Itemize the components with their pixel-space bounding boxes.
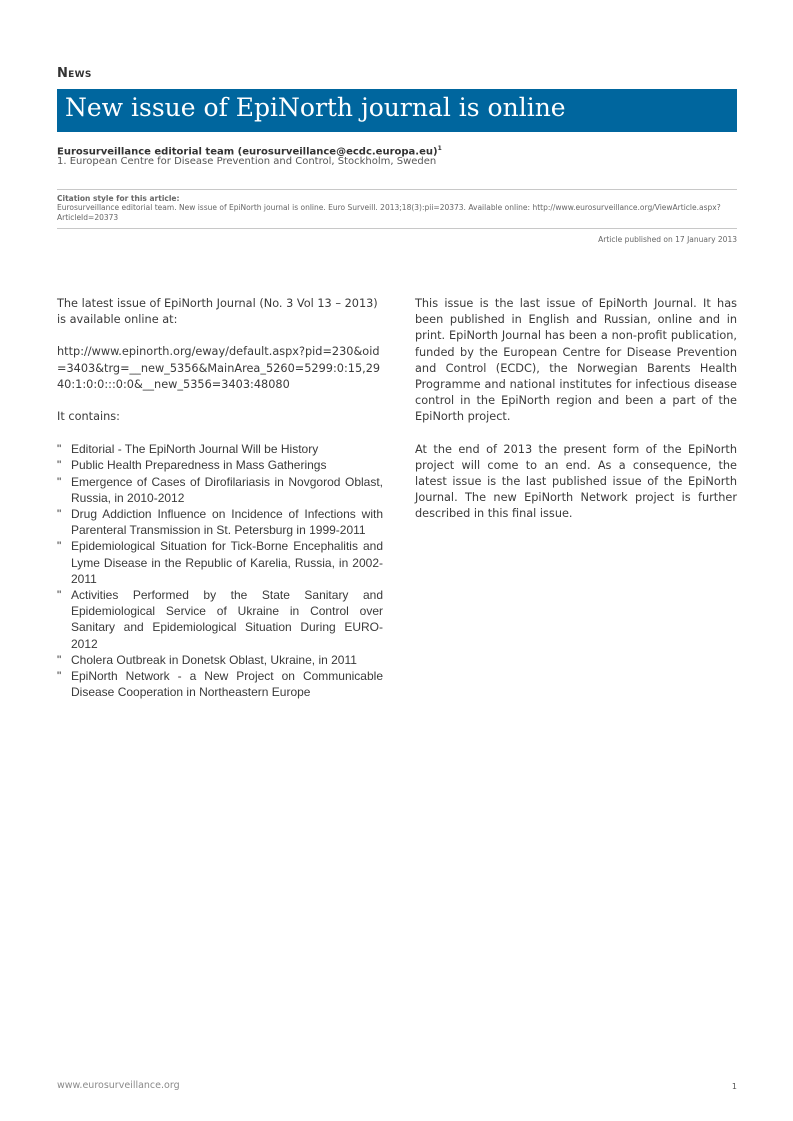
list-item: " Cholera Outbreak in Donetsk Oblast, Ukraine, in 2011 [57, 652, 357, 667]
bullet-mark: " [57, 588, 62, 603]
author-name: Eurosurveillance editorial team (eurosurveillance@ecdc.europa.eu) [57, 146, 438, 158]
list-item: " Editorial - The EpiNorth Journal Will be History [57, 442, 319, 457]
list-item: " Epidemiological Situation for Tick-Borne Encephalitis and Lyme Disease in the Republic of Karelia, Russia, in 2002-2011 [57, 539, 383, 586]
right-paragraph-2: At the end of 2013 the present form of the EpiNorth project will come to an end. As a consequence, the latest issue is the last published issue of the EpiNorth Journal. The new EpiNorth Network project is further described in this final issue. [415, 442, 737, 521]
epinorth-link[interactable]: http://www.epinorth.org/eway/default.aspx?pid=230&oid=3403&trg=__new_5356&MainArea_5260=5299:0:15,2940:1:0:0:::0:0&__new_5356=3403:48080 [57, 345, 381, 391]
bullet-mark: " [57, 474, 62, 489]
bullet-mark: " [57, 442, 62, 457]
intro-paragraph: The latest issue of EpiNorth Journal (No. 3 Vol 13 – 2013) is available online at: [57, 297, 378, 327]
footer-url[interactable]: www.eurosurveillance.org [57, 1080, 180, 1091]
bullet-mark: " [57, 669, 62, 684]
list-item: " Drug Addiction Influence on Incidence of Infections with Parenteral Transmission in St. Petersburg in 1999-2011 [57, 507, 383, 538]
divider-top [57, 189, 737, 190]
citation-text: Eurosurveillance editorial team. New issue of EpiNorth journal is online. Euro Surveill. 2013;18(3):pii=20373. Available online: http://www.eurosurveillance.org/ViewArticle.aspx?ArticleId=20373 [57, 203, 721, 222]
bullet-mark: " [57, 507, 62, 522]
bullet-mark: " [57, 539, 62, 554]
list-item: " EpiNorth Network - a New Project on Communicable Disease Cooperation in Northeastern Europe [57, 669, 383, 700]
published-date: Article published on 17 January 2013 [598, 235, 737, 244]
section-label: News [57, 66, 92, 81]
author-affiliation-marker: 1 [437, 145, 442, 152]
bullet-mark: " [57, 458, 62, 473]
contains-label: It contains: [57, 410, 120, 424]
bullet-mark: " [57, 652, 62, 667]
list-item: " Activities Performed by the State Sanitary and Epidemiological Service of Ukraine in Control over Sanitary and Epidemiological Situation During EURO-2012 [57, 588, 383, 651]
page-number: 1 [731, 1082, 737, 1091]
right-paragraph-1: This issue is the last issue of EpiNorth Journal. It has been published in English and Russian, online and in print. EpiNorth Journal has been a non-profit publication, funded by the European Centre for Disease Prevention and Control (ECDC), the Norwegian Barents Health Programme and national institutes for infectious disease control in the EpiNorth region and been a part of the EpiNorth project. [415, 297, 737, 424]
list-item: " Emergence of Cases of Dirofilariasis in Novgorod Oblast, Russia, in 2010-2012 [57, 474, 383, 505]
article-title: New issue of EpiNorth journal is online [65, 93, 566, 122]
affiliation: 1. European Centre for Disease Prevention and Control, Stockholm, Sweden [57, 156, 437, 167]
list-item: " Public Health Preparedness in Mass Gatherings [57, 458, 327, 473]
citation-heading: Citation style for this article: [57, 194, 180, 203]
right-column [415, 296, 737, 539]
divider-bottom [57, 228, 737, 229]
left-column [57, 296, 383, 700]
title-banner [57, 89, 737, 132]
contents-list [57, 441, 383, 700]
